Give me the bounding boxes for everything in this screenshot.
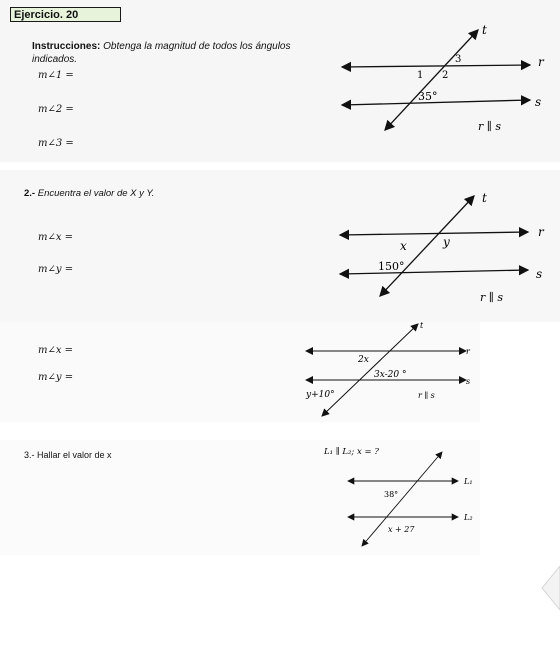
label-condition: L₁ ∥ L₂; x = ? [324,447,379,457]
label-t: t [482,191,487,205]
label-parallel: r ∥ s [478,120,501,133]
label-expr-3x: 3x-20 ° [374,370,407,380]
exercise-title: Ejercicio. 20 [10,7,121,22]
label-r: r [538,55,544,69]
problem-2-number: 2.- [24,188,36,199]
label-s: s [536,267,543,281]
problem-2-heading [24,188,154,199]
problem-3-heading: 3.- Hallar el valor de x [24,450,112,460]
answer-angle-2: m∠2 = [38,104,74,115]
line-s [340,270,528,274]
label-given-angle: 38° [384,490,399,499]
answer-angle-y: m∠y = [38,264,74,275]
label-parallel: r ∥ s [418,391,435,400]
instructions-label: Instrucciones: [32,41,101,52]
problem-2-text: Encuentra el valor de X y Y. [37,188,155,199]
label-expr-2x: 2x [358,355,369,365]
answer-angle-3: m∠3 = [38,138,74,149]
figure-1-parallel-lines [330,20,560,145]
page-curl-decoration [538,566,560,610]
label-t: t [482,23,487,37]
label-l2: L₂ [464,513,473,522]
label-r: r [538,225,544,239]
label-expr: x + 27 [388,525,415,534]
answer-angle-x-2: m∠x = [38,345,74,356]
label-angle-2: 2 [442,70,449,81]
line-t [380,196,474,296]
figure-4-parallel-lines [310,440,480,555]
label-l1: L₁ [464,477,473,486]
label-given-angle: 35° [418,90,438,103]
figure-3-parallel-lines [300,318,480,418]
line-r [342,65,530,67]
label-s: s [466,377,471,386]
label-given-angle: 150° [378,260,405,273]
figure-2-parallel-lines [330,188,560,313]
label-r: r [466,347,470,356]
line-r [340,232,528,235]
label-parallel: r ∥ s [480,291,503,304]
answer-angle-y-2: m∠y = [38,372,74,383]
instructions-text: Obtenga la magnitud de todos los ángulos indicados. [32,41,291,65]
label-angle-3: 3 [455,54,462,65]
label-angle-y: y [443,235,450,249]
line-t [385,30,478,130]
answer-angle-x: m∠x = [38,232,74,243]
label-t: t [420,321,424,330]
instructions [32,40,322,66]
label-angle-1: 1 [417,70,424,81]
label-angle-x: x [400,239,407,253]
label-expr-y: y+10° [306,390,335,400]
answer-angle-1: m∠1 = [38,70,74,81]
label-s: s [535,95,542,109]
